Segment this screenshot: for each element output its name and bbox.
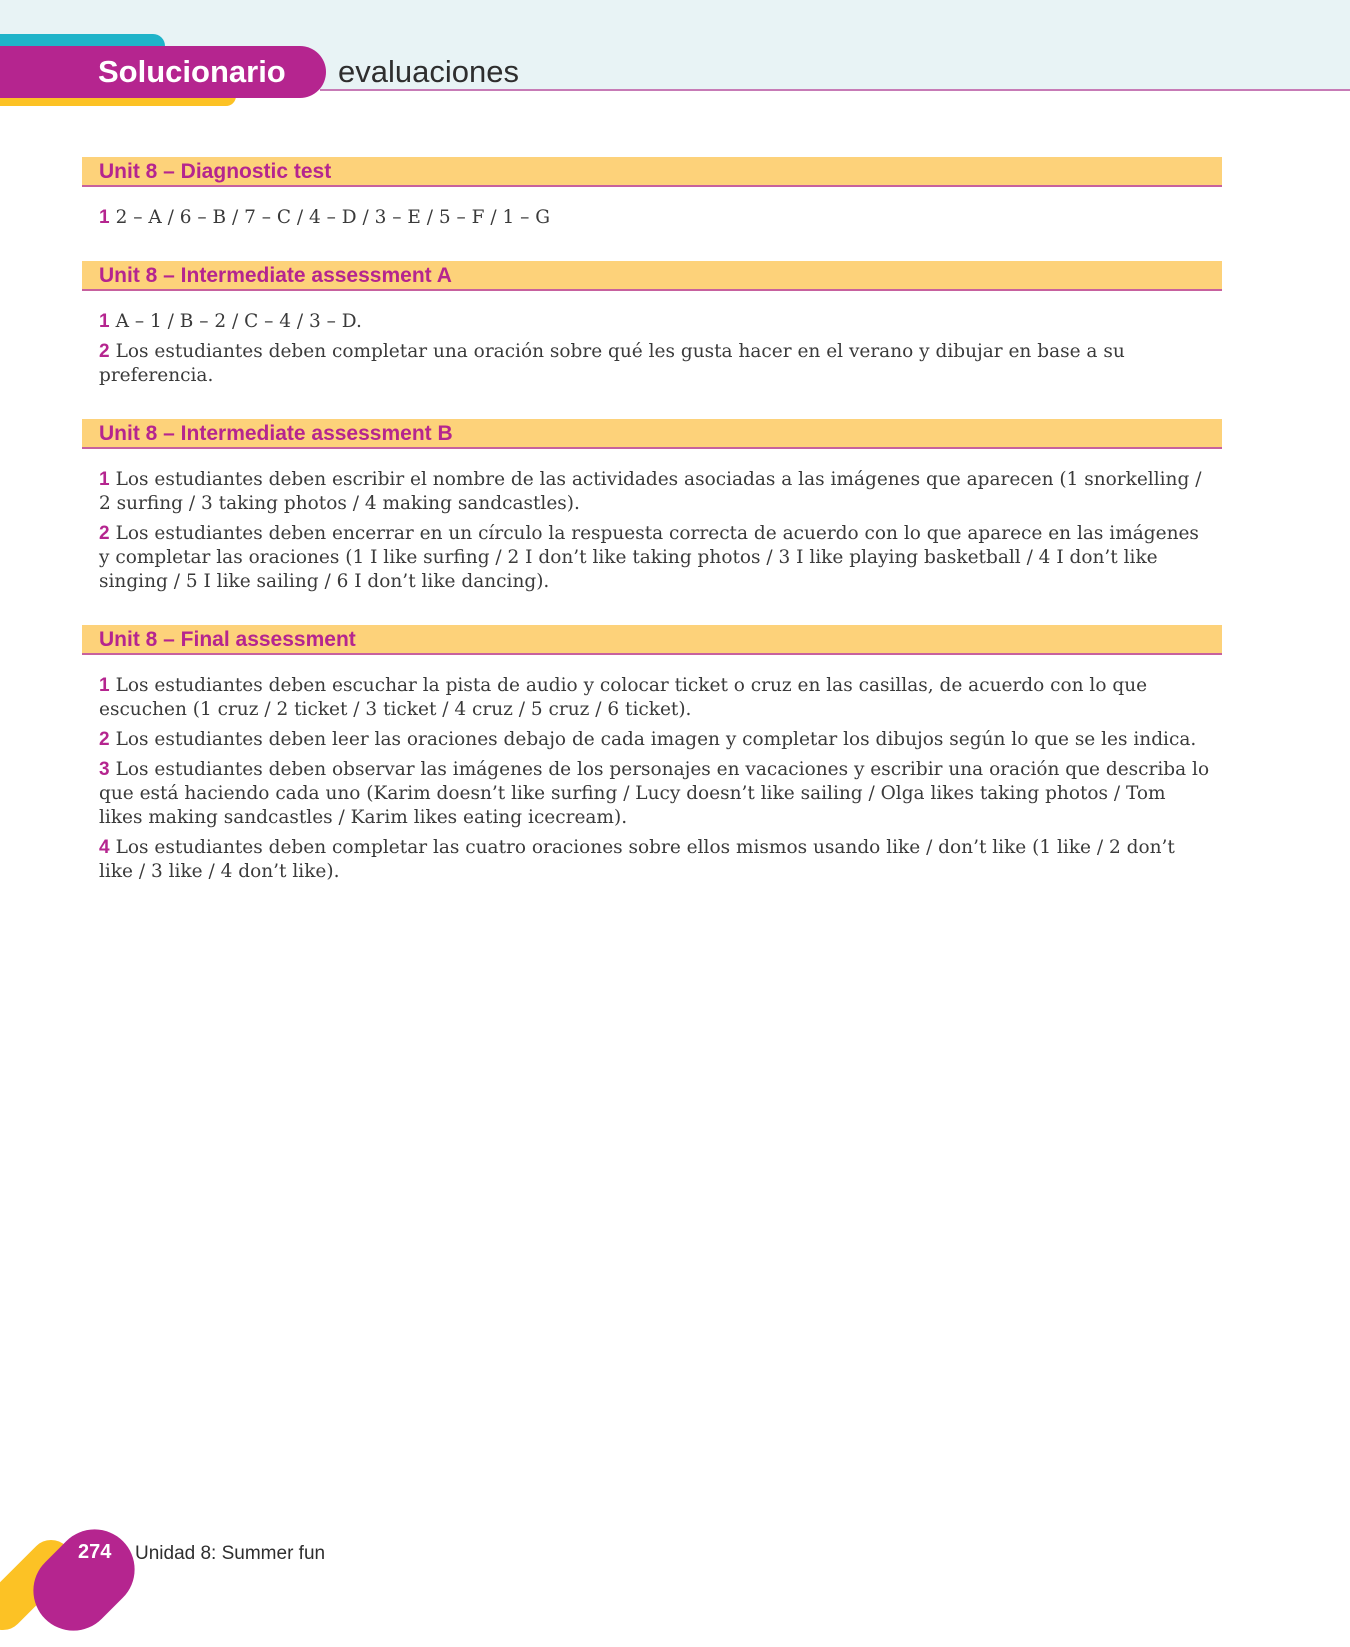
item-number: 2 — [99, 341, 110, 362]
item-number: 1 — [99, 469, 110, 490]
page-number: 274 — [78, 1541, 112, 1563]
section-title: Unit 8 – Intermediate assessment A — [82, 261, 1222, 291]
item-number: 2 — [99, 523, 110, 544]
item-number: 3 — [99, 759, 110, 780]
answer-item — [82, 206, 1222, 230]
answer-item — [82, 674, 1222, 722]
item-number: 4 — [99, 837, 110, 858]
page-title: Solucionario — [98, 54, 286, 89]
section-intermediate-b — [82, 419, 1222, 594]
section-diagnostic-test — [82, 157, 1222, 230]
answer-item — [82, 728, 1222, 752]
item-text: Los estudiantes deben completar una oración sobre qué les gusta hacer en el verano y dibujar en base a su preferencia. — [99, 341, 1125, 386]
answer-item — [82, 758, 1222, 830]
answer-item — [82, 340, 1222, 388]
answer-item — [82, 310, 1222, 334]
footer-unit-label: Unidad 8: Summer fun — [135, 1543, 326, 1564]
section-title: Unit 8 – Intermediate assessment B — [82, 419, 1222, 449]
section-final-assessment — [82, 625, 1222, 884]
item-text: Los estudiantes deben encerrar en un círculo la respuesta correcta de acuerdo con lo que aparece en las imágenes y completar las oraciones (1 I like surfing / 2 I don’t like taking photos / 3 I like playing basketball / 4 I don’t like singing / 5 I like sailing / 6 I don’t like dancing). — [99, 523, 1199, 592]
answer-item — [82, 836, 1222, 884]
item-text: Los estudiantes deben observar las imágenes de los personajes en vacaciones y escribir una oración que describa lo que está haciendo cada uno (Karim doesn’t like surfing / Lucy doesn’t like sailing / Olga likes taking photos / Tom likes making sandcastles / Karim likes eating icecream). — [99, 759, 1210, 828]
section-title: Unit 8 – Diagnostic test — [82, 157, 1222, 187]
item-text: Los estudiantes deben escuchar la pista de audio y colocar ticket o cruz en las casillas, de acuerdo con lo que escuchen (1 cruz / 2 ticket / 3 ticket / 4 cruz / 5 cruz / 6 ticket). — [99, 675, 1148, 720]
item-number: 1 — [99, 675, 110, 696]
item-number: 2 — [99, 729, 110, 750]
item-text: A – 1 / B – 2 / C – 4 / 3 – D. — [115, 311, 362, 332]
answer-item — [82, 522, 1222, 594]
item-text: Los estudiantes deben leer las oraciones debajo de cada imagen y completar los dibujos según lo que se les indica. — [115, 729, 1197, 750]
answer-item — [82, 468, 1222, 516]
item-text: Los estudiantes deben completar las cuatro oraciones sobre ellos mismos usando like / don’t like (1 like / 2 don’t like / 3 like / 4 don’t like). — [99, 837, 1175, 882]
footer-page-pill — [17, 1513, 151, 1647]
item-text: 2 – A / 6 – B / 7 – C / 4 – D / 3 – E / 5 – F / 1 – G — [115, 207, 551, 228]
item-number: 1 — [99, 311, 110, 332]
item-number: 1 — [99, 207, 110, 228]
answer-key-content — [82, 157, 1222, 915]
item-text: Los estudiantes deben escribir el nombre de las actividades asociadas a las imágenes que aparecen (1 snorkelling / 2 surfing / 3 taking photos / 4 making sandcastles). — [99, 469, 1202, 514]
section-intermediate-a — [82, 261, 1222, 388]
page-subtitle: evaluaciones — [338, 54, 519, 89]
section-title: Unit 8 – Final assessment — [82, 625, 1222, 655]
